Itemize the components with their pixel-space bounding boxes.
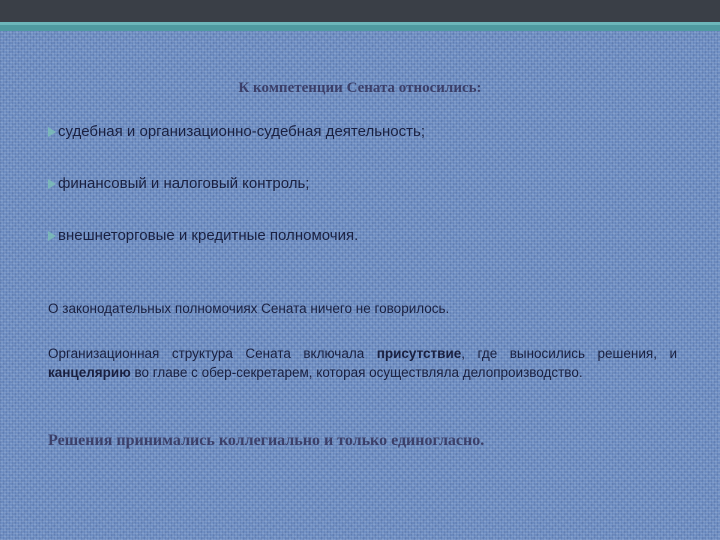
triangle-bullet-icon — [48, 231, 56, 241]
bullet-text: финансовый и налоговый контроль; — [58, 175, 310, 192]
presence-term: присутствие — [376, 346, 462, 361]
triangle-bullet-icon — [48, 179, 56, 189]
decisions-conclusion: Решения принимались коллегиально и только единогласно. — [48, 432, 485, 449]
slide-title: К компетенции Сената относились: — [238, 80, 482, 96]
triangle-bullet-icon — [48, 127, 56, 137]
bullet-text: судебная и организационно-судебная деятельность; — [58, 123, 425, 140]
structure-text-part: , где выносились решения, и — [461, 346, 677, 361]
list-item — [48, 227, 688, 245]
structure-text-part: во главе с обер-секретарем, которая осуществляла делопроизводство. — [130, 365, 583, 380]
bullet-text: внешнеторговые и кредитные полномочия. — [58, 227, 359, 244]
chancellery-term: канцелярию — [48, 365, 131, 380]
accent-bar — [0, 22, 720, 31]
bullet-list — [48, 123, 688, 245]
legislative-powers-note: О законодательных полномочиях Сената ничего не говорилось. — [48, 301, 450, 316]
structure-text-part: Организационная структура Сената включала — [48, 346, 377, 361]
organizational-structure-paragraph — [48, 344, 677, 382]
list-item — [48, 175, 688, 193]
list-item — [48, 123, 688, 141]
top-bar — [0, 0, 720, 22]
